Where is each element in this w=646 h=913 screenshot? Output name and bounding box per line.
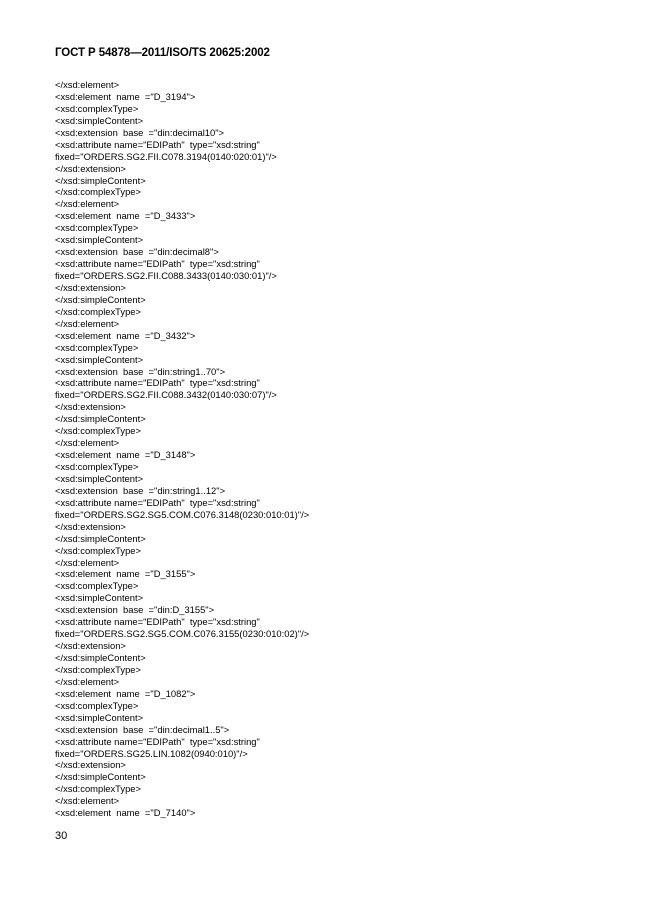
code-line: </xsd:extension>	[55, 162, 126, 174]
code-line: <xsd:simpleContent>	[55, 234, 144, 246]
code-line: </xsd:simpleContent>	[55, 652, 146, 663]
code-line: <xsd:element name ="D_7140">	[55, 807, 196, 819]
document-header: ГОСТ Р 54878—2011/ISO/TS 20625:2002	[55, 47, 270, 59]
code-line: </xsd:complexType>	[55, 544, 141, 556]
code-line: <xsd:attribute name="EDIPath" type="xsd:string"	[55, 496, 260, 508]
code-line: <xsd:complexType>	[55, 461, 139, 472]
code-line: <xsd:extension base ="din:decimal8">	[55, 246, 219, 258]
code-line: </xsd:complexType>	[55, 186, 141, 198]
code-line: <xsd:simpleContent>	[55, 353, 144, 365]
code-line: <xsd:extension base ="din:decimal10">	[55, 126, 225, 138]
code-line: <xsd:complexType>	[55, 102, 139, 114]
code-line: <xsd:element name ="D_3148">	[55, 449, 196, 461]
code-line: </xsd:element>	[55, 437, 120, 449]
code-line: <xsd:attribute name="EDIPath" type="xsd:string"	[55, 735, 260, 747]
code-line: </xsd:extension>	[55, 520, 126, 532]
code-line: <xsd:attribute name="EDIPath" type="xsd:string"	[55, 258, 260, 270]
code-line: </xsd:complexType>	[55, 305, 141, 317]
code-line: fixed="ORDERS.SG2.FII.C088.3432(0140:030:07)"/>	[55, 389, 277, 401]
code-line: fixed="ORDERS.SG2.FII.C078.3194(0140:020:01)"/>	[55, 150, 277, 162]
code-line: </xsd:extension>	[55, 401, 126, 413]
code-line: </xsd:simpleContent>	[55, 293, 146, 305]
code-line: </xsd:complexType>	[55, 783, 141, 795]
code-line: </xsd:simpleContent>	[55, 771, 146, 783]
code-line: </xsd:extension>	[55, 640, 126, 652]
page-number: 30	[55, 830, 68, 842]
code-line: </xsd:simpleContent>	[55, 532, 146, 544]
code-line: </xsd:element>	[55, 556, 120, 568]
code-line: <xsd:extension base ="din:D_3155">	[55, 604, 215, 616]
code-line: <xsd:element name ="D_3155">	[55, 568, 196, 580]
code-line: <xsd:complexType>	[55, 341, 139, 353]
code-line: <xsd:element name ="D_1082">	[55, 687, 196, 699]
code-line: </xsd:element>	[55, 795, 120, 807]
code-line: <xsd:attribute name="EDIPath" type="xsd:string"	[55, 377, 260, 389]
xsd-code-listing	[55, 79, 615, 819]
code-line: <xsd:complexType>	[55, 580, 139, 592]
code-line: fixed="ORDERS.SG2.SG5.COM.C076.3148(0230:010:01)"/>	[55, 508, 310, 520]
code-line: <xsd:simpleContent>	[55, 711, 144, 723]
code-line: <xsd:attribute name="EDIPath" type="xsd:string"	[55, 138, 260, 150]
code-line: <xsd:simpleContent>	[55, 472, 144, 484]
code-line: <xsd:attribute name="EDIPath" type="xsd:string"	[55, 616, 260, 628]
code-line: <xsd:extension base ="din:decimal1..5">	[55, 723, 230, 735]
code-line: <xsd:simpleContent>	[55, 114, 144, 126]
code-line: </xsd:complexType>	[55, 425, 141, 437]
code-line: <xsd:element name ="D_3432">	[55, 329, 196, 341]
code-line: fixed="ORDERS.SG25.LIN.1082(0940:010)"/>	[55, 747, 248, 759]
code-line: </xsd:simpleContent>	[55, 174, 146, 186]
code-line: <xsd:complexType>	[55, 699, 139, 711]
code-line: <xsd:simpleContent>	[55, 592, 144, 604]
code-line: </xsd:element>	[55, 317, 120, 329]
code-line: </xsd:simpleContent>	[55, 413, 146, 425]
code-line: <xsd:extension base ="din:string1..70">	[55, 365, 226, 377]
code-line: </xsd:complexType>	[55, 663, 141, 675]
code-line: <xsd:element name ="D_3433">	[55, 210, 196, 222]
code-line: <xsd:element name ="D_3194">	[55, 90, 196, 102]
code-line: </xsd:element>	[55, 198, 120, 210]
code-line: <xsd:complexType>	[55, 222, 139, 234]
code-line: </xsd:extension>	[55, 759, 126, 771]
code-line: </xsd:extension>	[55, 281, 126, 293]
code-line: fixed="ORDERS.SG2.SG5.COM.C076.3155(0230:010:02)"/>	[55, 628, 310, 640]
code-line: <xsd:extension base ="din:string1..12">	[55, 484, 226, 496]
code-line: </xsd:element>	[55, 79, 120, 90]
code-line: fixed="ORDERS.SG2.FII.C088.3433(0140:030:01)"/>	[55, 270, 277, 281]
code-line: </xsd:element>	[55, 675, 120, 687]
